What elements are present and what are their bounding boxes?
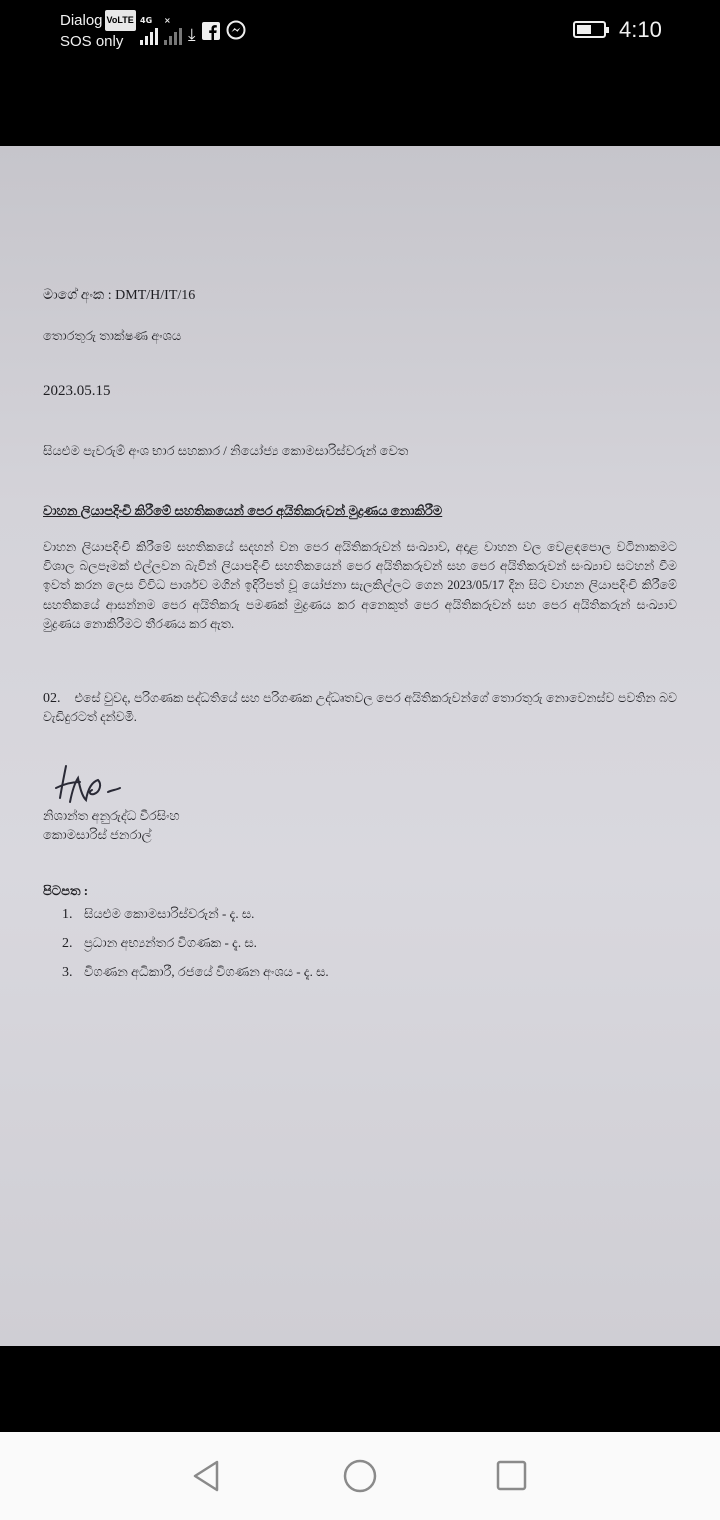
back-button[interactable]	[187, 1456, 227, 1496]
signal-bars-icon	[140, 25, 158, 45]
signal-2	[164, 17, 182, 45]
copy-item	[62, 935, 257, 952]
copy-number: 2.	[62, 936, 73, 951]
back-triangle-icon	[187, 1456, 227, 1496]
signatory-name: නිශාන්ත අනුරුද්ධ වීරසිංහ	[43, 808, 180, 823]
home-button[interactable]	[340, 1456, 380, 1496]
home-circle-icon	[340, 1456, 380, 1496]
carrier-label	[60, 10, 136, 31]
no-signal-mark: ×	[164, 16, 171, 25]
copy-text: විගණන අධිකාරී, රජයේ විගණන අංශය - දැ. ස.	[84, 964, 329, 979]
signature-image	[50, 758, 140, 810]
battery-icon	[573, 21, 606, 38]
volte-badge: VoLTE	[105, 10, 136, 31]
letter-date: 2023.05.15	[43, 383, 111, 399]
facebook-icon	[202, 22, 220, 45]
department: තොරතුරු තාක්ෂණ අංශය	[43, 328, 182, 343]
status-bar	[0, 0, 720, 146]
reference-number: මාගේ අංක : DMT/H/IT/16	[43, 288, 196, 303]
carrier-name: Dialog	[60, 12, 103, 29]
copy-item	[62, 964, 329, 981]
status-icons	[140, 17, 246, 45]
signatory-title: කොමසාරිස් ජනරාල්	[43, 827, 152, 842]
paragraph-2-number: 02.	[43, 691, 61, 706]
navigation-bar	[0, 1432, 720, 1520]
recipients: සියළුම පැවරුම් අංශ භාර සහකාර / නියෝජ්‍ය කොමසාරිස්වරුන් වෙත	[43, 443, 409, 458]
signal-bars-off-icon	[164, 25, 182, 45]
network-type: 4G	[140, 16, 153, 25]
letter-photo[interactable]	[0, 146, 720, 1346]
sos-label: SOS only	[60, 33, 124, 50]
paragraph-1: වාහන ලියාපදිංචි කිරීමේ සහතිකයේ සදහන් වන පෙර අයිතිකරුවන් සංඛ්‍යාව, අදාළ වාහන වල වෙළඳපොල වටිනාකමට විශාල බලපෑමක් එල්ලවන බැවින් ලියාපදිංචි සහතිකයෙන් පෙර අයිතිකරුවන් සහ පෙර අයිතිකරුවන් සංඛ්‍යාව සටහන් වීම ඉවත් කරන ලෙස විවිධ පාර්ශව මගින් ඉදිරිපත් වූ යෝජනා සැලකිල්ලට ගෙන 2023/05/17 දින සිට වාහන ලියාපදිංචි කිරීමේ සහතිකයේ ආසන්නම පෙර අයිතිකරු පමණක් මුද්‍රණය කර අනෙකුත් පෙර අයිතිකරුවන් සහ පෙර අයිතිකරුන් සංඛ්‍යාව මුද්‍රණය නොකිරීමට තීරණය කර ඇත.	[43, 540, 677, 631]
copy-item	[62, 906, 254, 923]
copy-text: සියළුම කොමසාරිස්වරුන් - දැ. ස.	[84, 906, 255, 921]
paragraph-2-text: එසේ වුවද, පරිගණක පද්ධතියේ සහ පරිගණක උද්ධෘතවල පෙර අයිතිකරුවන්ගේ තොරතුරු නොවෙනස්ව පවතින බව වැඩිදුරටත් දන්වමි.	[43, 691, 677, 725]
paragraph-2	[43, 689, 677, 727]
copy-text: ප්‍රධාන අභ්‍යන්තර විගණක - දැ. ස.	[84, 935, 257, 950]
copy-number: 1.	[62, 907, 73, 922]
copy-number: 3.	[62, 965, 73, 980]
image-viewer-background	[0, 1346, 720, 1432]
clock: 4:10	[619, 17, 662, 42]
recent-square-icon	[492, 1456, 532, 1496]
recent-apps-button[interactable]	[492, 1456, 532, 1496]
subject: වාහන ලියාපදිංචි කිරීමේ සහතිකයෙන් පෙර අයිතිකරුවන් මුද්‍රණය නොකිරීම	[43, 503, 443, 518]
messenger-icon	[226, 20, 246, 45]
signal-1	[140, 17, 158, 45]
copies-label: පිටපත :	[43, 883, 89, 898]
download-icon: ⤓	[188, 25, 196, 45]
